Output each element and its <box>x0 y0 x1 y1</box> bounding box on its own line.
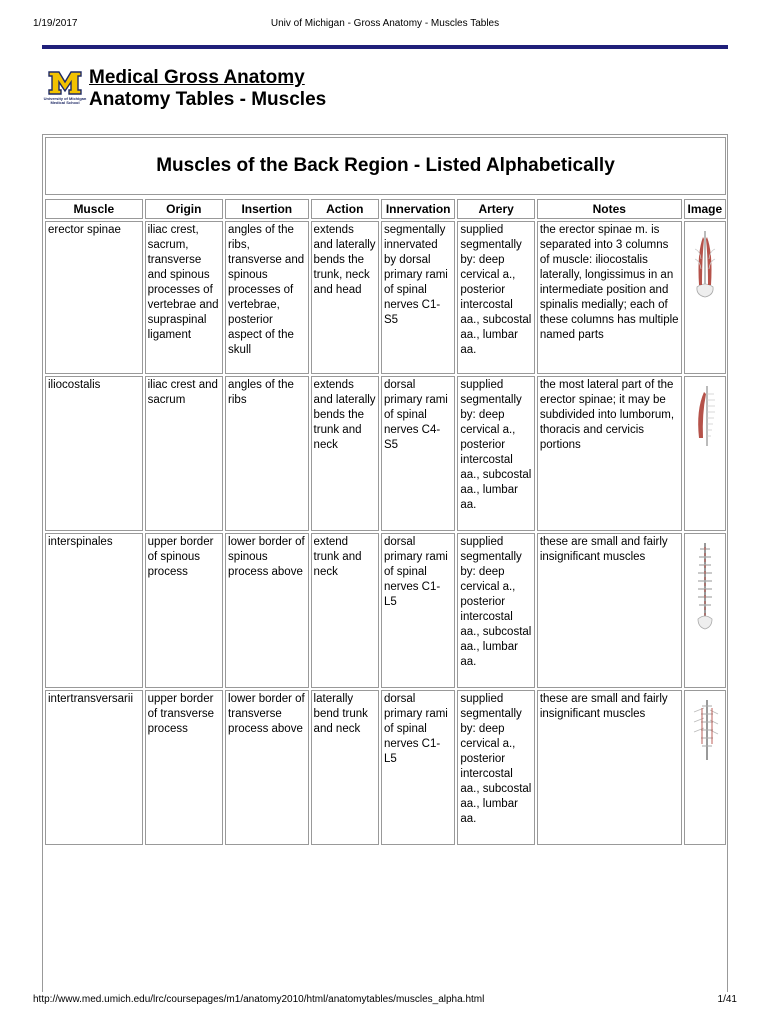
col-header-origin: Origin <box>145 199 223 219</box>
col-header-insertion: Insertion <box>225 199 309 219</box>
cell-artery: supplied segmentally by: deep cervical a., posterior intercostal aa., subcostal aa., lumbar aa. <box>457 690 534 845</box>
cell-innervation: segmentally innervated by dorsal primary rami of spinal nerves C1-S5 <box>381 221 455 374</box>
site-title-link[interactable]: Medical Gross Anatomy <box>89 67 305 88</box>
cell-action: extends and laterally bends the trunk, neck and head <box>311 221 379 374</box>
table-caption: Muscles of the Back Region - Listed Alphabetically <box>45 137 726 195</box>
cell-origin: iliac crest and sacrum <box>145 376 223 531</box>
print-date: 1/19/2017 <box>33 18 78 29</box>
cell-notes: these are small and fairly insignificant muscles <box>537 533 682 688</box>
col-header-action: Action <box>311 199 379 219</box>
erector-spinae-thumbnail-icon[interactable] <box>692 229 718 301</box>
cell-action: laterally bend trunk and neck <box>311 690 379 845</box>
cell-artery: supplied segmentally by: deep cervical a., posterior intercostal aa., subcostal aa., lumbar aa. <box>457 221 534 374</box>
table-header-row <box>45 199 726 219</box>
muscles-table <box>43 197 728 847</box>
cell-image <box>684 690 726 845</box>
table-row <box>45 221 726 374</box>
col-header-muscle: Muscle <box>45 199 143 219</box>
intertransversarii-thumbnail-icon[interactable] <box>690 698 720 762</box>
cell-origin: upper border of spinous process <box>145 533 223 688</box>
cell-notes: the most lateral part of the erector spinae; it may be subdivided into lumborum, thoracis and cervicis portions <box>537 376 682 531</box>
table-row <box>45 533 726 688</box>
col-header-innervation: Innervation <box>381 199 455 219</box>
page-title: Anatomy Tables - Muscles <box>89 89 327 110</box>
cell-image <box>684 533 726 688</box>
cell-muscle: erector spinae <box>45 221 143 374</box>
cell-muscle: intertransversarii <box>45 690 143 845</box>
cell-muscle: iliocostalis <box>45 376 143 531</box>
cell-image <box>684 221 726 374</box>
cell-action: extend trunk and neck <box>311 533 379 688</box>
cell-innervation: dorsal primary rami of spinal nerves C1-L5 <box>381 533 455 688</box>
print-url: http://www.med.umich.edu/lrc/coursepages/m1/anatomy2010/html/anatomytables/muscles_alpha.html <box>33 994 485 1005</box>
cell-image <box>684 376 726 531</box>
print-header <box>33 17 737 31</box>
cell-muscle: interspinales <box>45 533 143 688</box>
col-header-image: Image <box>684 199 726 219</box>
table-row <box>45 690 726 845</box>
col-header-artery: Artery <box>457 199 534 219</box>
logo-subtext-2: Medical School <box>50 100 80 105</box>
cell-innervation: dorsal primary rami of spinal nerves C4-S5 <box>381 376 455 531</box>
top-rule <box>42 45 728 49</box>
print-page-title: Univ of Michigan - Gross Anatomy - Muscles Tables <box>270 18 500 29</box>
cell-insertion: lower border of spinous process above <box>225 533 309 688</box>
cell-notes: these are small and fairly insignificant muscles <box>537 690 682 845</box>
col-header-notes: Notes <box>537 199 682 219</box>
cell-action: extends and laterally bends the trunk and neck <box>311 376 379 531</box>
cell-notes: the erector spinae m. is separated into 3 columns of muscle: iliocostalis laterally, longissimus in an intermediate position and spinalis medially; each of these columns has multiple named parts <box>537 221 682 374</box>
university-logo[interactable] <box>43 70 87 106</box>
interspinales-thumbnail-icon[interactable] <box>692 541 718 631</box>
cell-artery: supplied segmentally by: deep cervical a., posterior intercostal aa., subcostal aa., lumbar aa. <box>457 376 534 531</box>
cell-innervation: dorsal primary rami of spinal nerves C1-L5 <box>381 690 455 845</box>
cell-artery: supplied segmentally by: deep cervical a., posterior intercostal aa., subcostal aa., lumbar aa. <box>457 533 534 688</box>
cell-insertion: angles of the ribs <box>225 376 309 531</box>
cell-origin: iliac crest, sacrum, transverse and spinous processes of vertebrae and supraspinal ligament <box>145 221 223 374</box>
block-m-logo-icon <box>43 70 87 96</box>
cell-origin: upper border of transverse process <box>145 690 223 845</box>
print-page-number: 1/41 <box>717 994 737 1005</box>
iliocostalis-thumbnail-icon[interactable] <box>692 384 718 450</box>
table-row <box>45 376 726 531</box>
cell-insertion: lower border of transverse process above <box>225 690 309 845</box>
cell-insertion: angles of the ribs, transverse and spinous processes of vertebrae, posterior aspect of the skull <box>225 221 309 374</box>
print-footer <box>33 993 737 1007</box>
logo-subtext-1: University of Michigan <box>43 96 87 101</box>
